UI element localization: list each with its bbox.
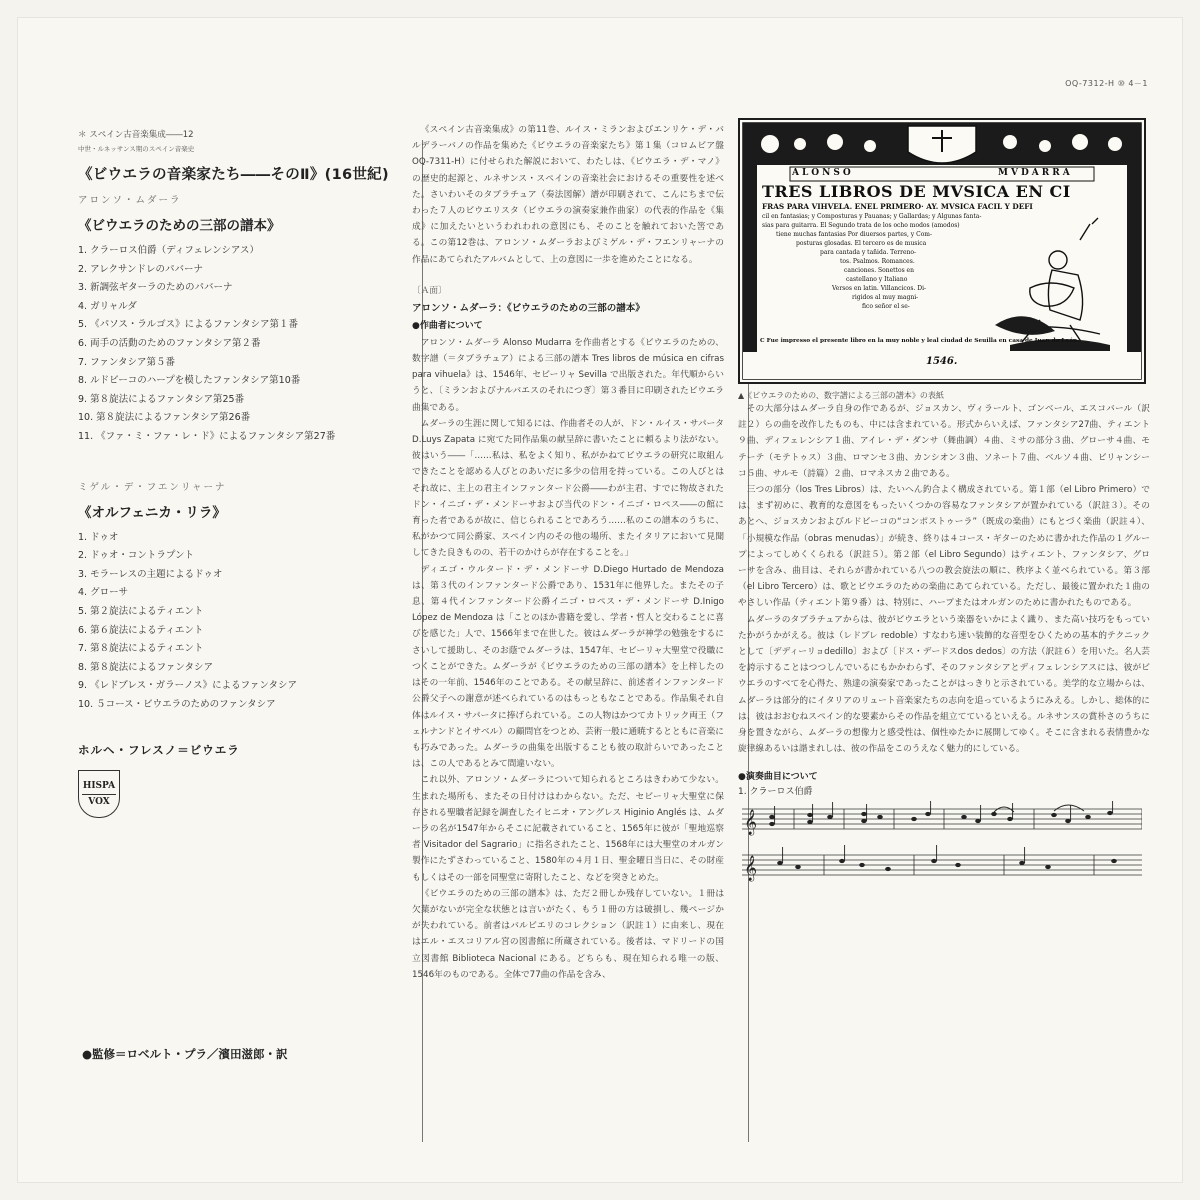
track-item: 10. 第８旋法によるファンタシア第26番 — [78, 412, 251, 424]
series-subtitle: 中世・ルネッサンス期のスペイン音楽史 — [78, 145, 195, 153]
body-paragraph: ディエゴ・ウルタード・デ・メンドーサ D.Diego Hurtado de Mendoza は、第３代のインファンタード公爵であり、1531年に他界した。またその子息、第４代インファンタード公爵イニゴ・ロペス・デ・メンドーサ D.Inigo López de Mendoza は「ことのほか書籍を愛し、学者・哲人と交わることに喜びを感じた」人で、1566年まで在世した。彼はムダーラが神学の勉強をするにさいして援助し、そのお蔭でムダーラは、1547年、セビーリャ大聖堂で役職につくことができた。ムダーラが《ビウエラのための三部の譜本》を上梓したのはその一年前、1546年のことである。その献呈辞に、前述者インファンタード公爵父子への謝意が述べられているのはもっともなことである。作品集それ自体はルイス・サパータに捧げられている。この人物はかつてカトリック両王（フェルナンドとイサベル）の顧問官をつとめ、芸術一般に通暁するとともに音楽にも巧みであった。ムダーラの曲集を出版することも彼の取計らいであったことは、この人であるとみて間違いない。 — [412, 564, 725, 770]
woodcut-line: FRAS PARA VIHVELA. ENEL PRIMERO· AY. MVSICA FACIL Y DEFI — [762, 202, 1033, 211]
woodcut-line: para cantada y tañida. Terreno- — [820, 249, 917, 256]
woodcut-line: rigidos al muy magni- — [852, 294, 919, 301]
composer-name: アロンソ・ムダーラ — [78, 195, 182, 206]
woodcut-line: tos. Psalmos. Romances. — [840, 258, 915, 265]
body-paragraph: これ以外、アロンソ・ムダーラについて知られるところはきわめて少ない。生まれた場所も、またその日付けはわからない。ただ、セビーリャ大聖堂に保存される聖職者記録を調査したイヒニオ・アングレス Higinio Anglés は、ムダーラの名が1547年からそこに記載されていること、1565年に彼が「聖地巡察者 Visitador del Sagrario」に指名されたこと、1568年には大聖堂のオルガン製作にたずさわっていること、1580年の４月１日、聖金曜日当日に、その財産もしくはその一部を同聖堂に寄附したこと、などを突きとめた。 — [412, 775, 724, 883]
work-title: 《ビウエラのための三部の譜本》 — [78, 218, 281, 234]
track-item: 7. ファンタシア第５番 — [78, 356, 176, 368]
notes-column-right — [738, 118, 1150, 887]
woodcut-line: posturas glosadas. El tercero es de musica — [796, 240, 927, 247]
music-notation — [738, 801, 1142, 887]
svg-text:𝄞: 𝄞 — [744, 856, 758, 882]
woodcut-title: TRES LIBROS DE MVSICA EN CI — [762, 182, 1071, 201]
track-list — [78, 529, 396, 715]
music-example-title: 1. クラーロス伯爵 — [738, 787, 813, 798]
woodcut-colophon: C Fue impresso el presente libro en la muy noble y leal ciudad de Seuilla en casa de Iuan de León. — [760, 338, 1080, 344]
track-item: 6. 第６旋法によるティエント — [78, 624, 204, 636]
woodcut-year: 1546. — [926, 356, 958, 367]
woodcut-line: Versos en latin. Villancicos. Di- — [832, 285, 927, 292]
logo-text-top: HISPA — [82, 780, 116, 791]
track-item: 9. 第８旋法によるファンタシア第25番 — [78, 393, 245, 405]
body-paragraph: 《ビウエラのための三部の譜本》は、ただ２冊しか残存していない。１冊は欠葉がないが完全な状態とは言いがたく、もう１冊の方は破損し、幾ページかが失われている。前者はバルビエリのコレクション（訳註１）に由来し、現在はエル・エスコリアル宮の図書館に所蔵されている。後者は、マドリードの国立図書館 Biblioteca Nacional にある。どちらも、現在知られる唯一の版、1546年のものである。全体で77曲の作品を含み、 — [412, 888, 724, 980]
track-item: 8. 第８旋法によるファンタシア — [78, 661, 214, 673]
composer-name: ミゲル・デ・フエンリャーナ — [78, 481, 227, 493]
catalog-number: OQ-7312-H ⑩ 4－1 — [1065, 79, 1148, 88]
woodcut-line: canciones. Sonettos en — [844, 267, 914, 274]
track-item: 4. グローサ — [78, 587, 129, 599]
section-heading: ●演奏曲目について — [738, 772, 818, 783]
work-title: 《オルフェニカ・リラ》 — [78, 504, 226, 521]
track-item: 1. ドゥオ — [78, 531, 119, 543]
series-title: ＊ スペイン古音楽集成――12 — [78, 130, 194, 140]
side-title: アロンソ・ムダーラ：《ビウエラのための三部の譜本》 — [412, 302, 645, 314]
hispavox-logo — [78, 770, 120, 818]
side-label: 〔Ａ面〕 — [412, 285, 447, 296]
track-item: 6. 両手の活動のためのファンタシア第２番 — [78, 337, 261, 349]
woodcut-line: fico señor el se- — [862, 303, 910, 310]
track-item: 2. アレクサンドレのパバーナ — [78, 263, 204, 275]
track-item: 4. ガリャルダ — [78, 300, 137, 312]
body-paragraph: その大部分はムダーラ自身の作であるが、ジョスカン、ヴィラールト、ゴンベール、エスコバール（訳註２）らの曲を改作したものも、中には含まれている。形式からいえば、ファンタシア27曲、ティエント９曲、ディフェレンシア１曲、アイレ・デ・ダンサ（舞曲調）４曲、ミサの部分３曲、グローサ４曲、モテーテ（モテトゥス）３曲、ロマンセ３曲、カンシオン３曲、ソネート７曲、ベルソ４曲、ビリャンシーコ５曲、サルモ（詩篇）２曲、ロマネスカ２曲である。 — [738, 404, 1150, 479]
track-item: 11. 《ファ・ミ・ファ・レ・ド》によるファンタシア第27番 — [78, 430, 336, 442]
image-caption: ▲《ビウエラのための、数字譜による三部の譜本》の表紙 — [738, 391, 944, 400]
logo-text-bottom: VOX — [88, 796, 110, 807]
woodcut-author-last: MVDARRA — [998, 168, 1073, 178]
track-item: 5. 第２旋法によるティエント — [78, 605, 204, 617]
title-page-woodcut — [738, 118, 1146, 384]
supervisor-credit: ●監修＝ロベルト・プラ／濱田滋郎・訳 — [82, 1047, 288, 1061]
woodcut-line: tiene muchas fantasias Por diuersos partes, y Com- — [776, 231, 933, 238]
intro-paragraph: 《スペイン古音楽集成》の第11巻、ルイス・ミランおよびエンリケ・デ・バルデラーバノの作品を集めた《ビウエラの音楽家たち》第１集（コロムビア盤 OQ-7311-H）に付せられた解説において、わたしは、《ビウエラ・デ・マノ》の歴史的起源と、ルネサンス・スペインの音楽社会におけるその重要性を述べた。さいわいそのタブラチュア（奏法図解）譜が印刷されて、こんにちまで伝わった７人のビウエリスタ（ビウエラの演奏家兼作曲家）の代表的作品を《集成》に加えたいというわれわれの意図にも、そのことを触れておいた筈である。この第12巻は、アロンソ・ムダーラおよびミゲル・デ・フエンリャーナの作品にあてられたアルバムとして、上の意図に一歩を進めたことになる。 — [412, 125, 724, 265]
track-item: 2. ドゥオ・コントラプント — [78, 550, 194, 562]
album-title: 《ビウエラの音楽家たち――そのⅡ》(16世紀) — [78, 167, 389, 183]
track-item: 9. 《レドブレス・ガラーノス》によるファンタシア — [78, 680, 297, 692]
body-paragraph: ムダーラの生涯に関して知るには、作曲者その人が、ドン・ルイス・サパータ D.Luys Zapata に宛てた同作品集の献呈辞に書いたことに頼るより法がない。彼はいう――「……私は、私をよく知り、私がかねてビウエラの研究に取組んできたことを認める人びとのあいだに多少の信用を持っている。この人びとはそれ故に、主上の君主インファンタード公爵――わが主君、すでに物故されたドン・イニゴ・デ・メンドーサおよび当代のドン・イニゴ・ロペス――の館に育った者であるが故に、信じられることであろう……私のこの譜本のうちに、私がかつて同公爵家、スペイン内のその他の場所、またイタリアにおいて見聞してきた良きものの、若干のかけらが存在することを。」 — [412, 418, 724, 559]
body-paragraph: 三つの部分（los Tres Libros）は、たいへん釣合よく構成されている。第１部（el Libro Primero）では、まず初めに、教育的な意図をもったいくつかの容易なファンタシアが置かれている（訳註３）。そのあとへ、ジョスカンおよびルドビーコの“コンポストゥーラ”（既成の楽曲）にもとづく楽曲（訳註４）、「小規模な作品（obras menudas）」が続き、終りは４コース・ギターのために書かれた作品の１グループによってしめくくられる（訳註５）。第２部（el Libro Segundo）はティエント、ファンタシア、グローサを含み、曲目は、それらが書かれている八つの教会旋法の順に、秩序よく並べられている。第３部（el Libro Tercero）は、歌とビウエラのための楽曲にあてられている。ただし、最後に置かれた１曲のやさしい作品（ティエント第９番）は、特別に、ハープまたはオルガンのために書かれたものである。 — [738, 485, 1150, 609]
woodcut-line: sias para guitarra. El Segundo trata de los ocho modos (amodos) — [762, 222, 960, 229]
woodcut-line: cil en fantasias; y Composturas y Pauanas; y Gallardas; y Algunas fanta- — [762, 213, 982, 220]
track-item: 8. ルドビーコのハープを模したファンタシア第10番 — [78, 375, 301, 387]
performer-credit: ホルヘ・フレスノ＝ビウエラ — [78, 743, 240, 758]
svg-text:𝄞: 𝄞 — [744, 810, 758, 836]
track-list — [78, 242, 396, 447]
body-paragraph: ムダーラのタブラチュアからは、彼がビウエラという楽器をいかによく識り、また高い技巧をもっていたかがうかがえる。彼は（レドブレ redoble）すなわち速い装飾的な音型をひくための基本的テクニックとして〔デディーリョdedillo〕および〔ドス・デードスdos dedos〕の方法（訳註６）を用いた。名人芸を誇示することはつつしんでいるにもかかわらず、そのファンタシアとディフェレンシアスには、彼がビウエラのすべてを心得た、熟達の演奏家であったことがはっきりと示されている。美学的な立場からは、ムダーラは部分的にイタリアのリュート音楽家たちの志向を追っているようにみえる。しかし、総体的には、彼はおおむねスペイン的な要素からその作品を組立てているといえる。ルネサンスの賞朴さのうちに身を置きながら、ムダーラの想像力と感受性は、個性ゆたかに展開してゆく。そこに含まれる表情豊かな旋律線あるいは諧まれしは、彼の作品をこのうえなく魅力的にしている。 — [738, 614, 1150, 755]
tracklist-column — [78, 128, 396, 818]
track-item: 3. 新調弦ギターラのためのパバーナ — [78, 282, 233, 294]
notes-column-middle — [412, 122, 724, 983]
track-item: 3. モラーレスの主題によるドゥオ — [78, 568, 223, 580]
track-item: 10. ５コース・ビウエラのためのファンタシア — [78, 698, 276, 710]
track-item: 5. 《パソス・ラルゴス》によるファンタシア第１番 — [78, 319, 299, 331]
section-heading: ●作曲者について — [412, 320, 483, 331]
track-item: 1. クラーロス伯爵（ディフェレンシアス） — [78, 245, 259, 256]
track-item: 7. 第８旋法によるティエント — [78, 643, 204, 655]
woodcut-author-first: ALONSO — [792, 168, 854, 178]
woodcut-line: castellano y Italiano — [846, 276, 908, 283]
body-paragraph: アロンソ・ムダーラ Alonso Mudarra を作曲者とする《ビウエラのための、数字譜（＝タブラチュア）による三部の譜本 Tres libros de música en cifras para vihuela》は、1546年、セビーリャ Sevilla で出版された。年代順からいうと、〔ミランおよびナルバエスのそれにつぎ〕第３番目に印刷されたビウエラ曲集である。 — [412, 337, 724, 413]
